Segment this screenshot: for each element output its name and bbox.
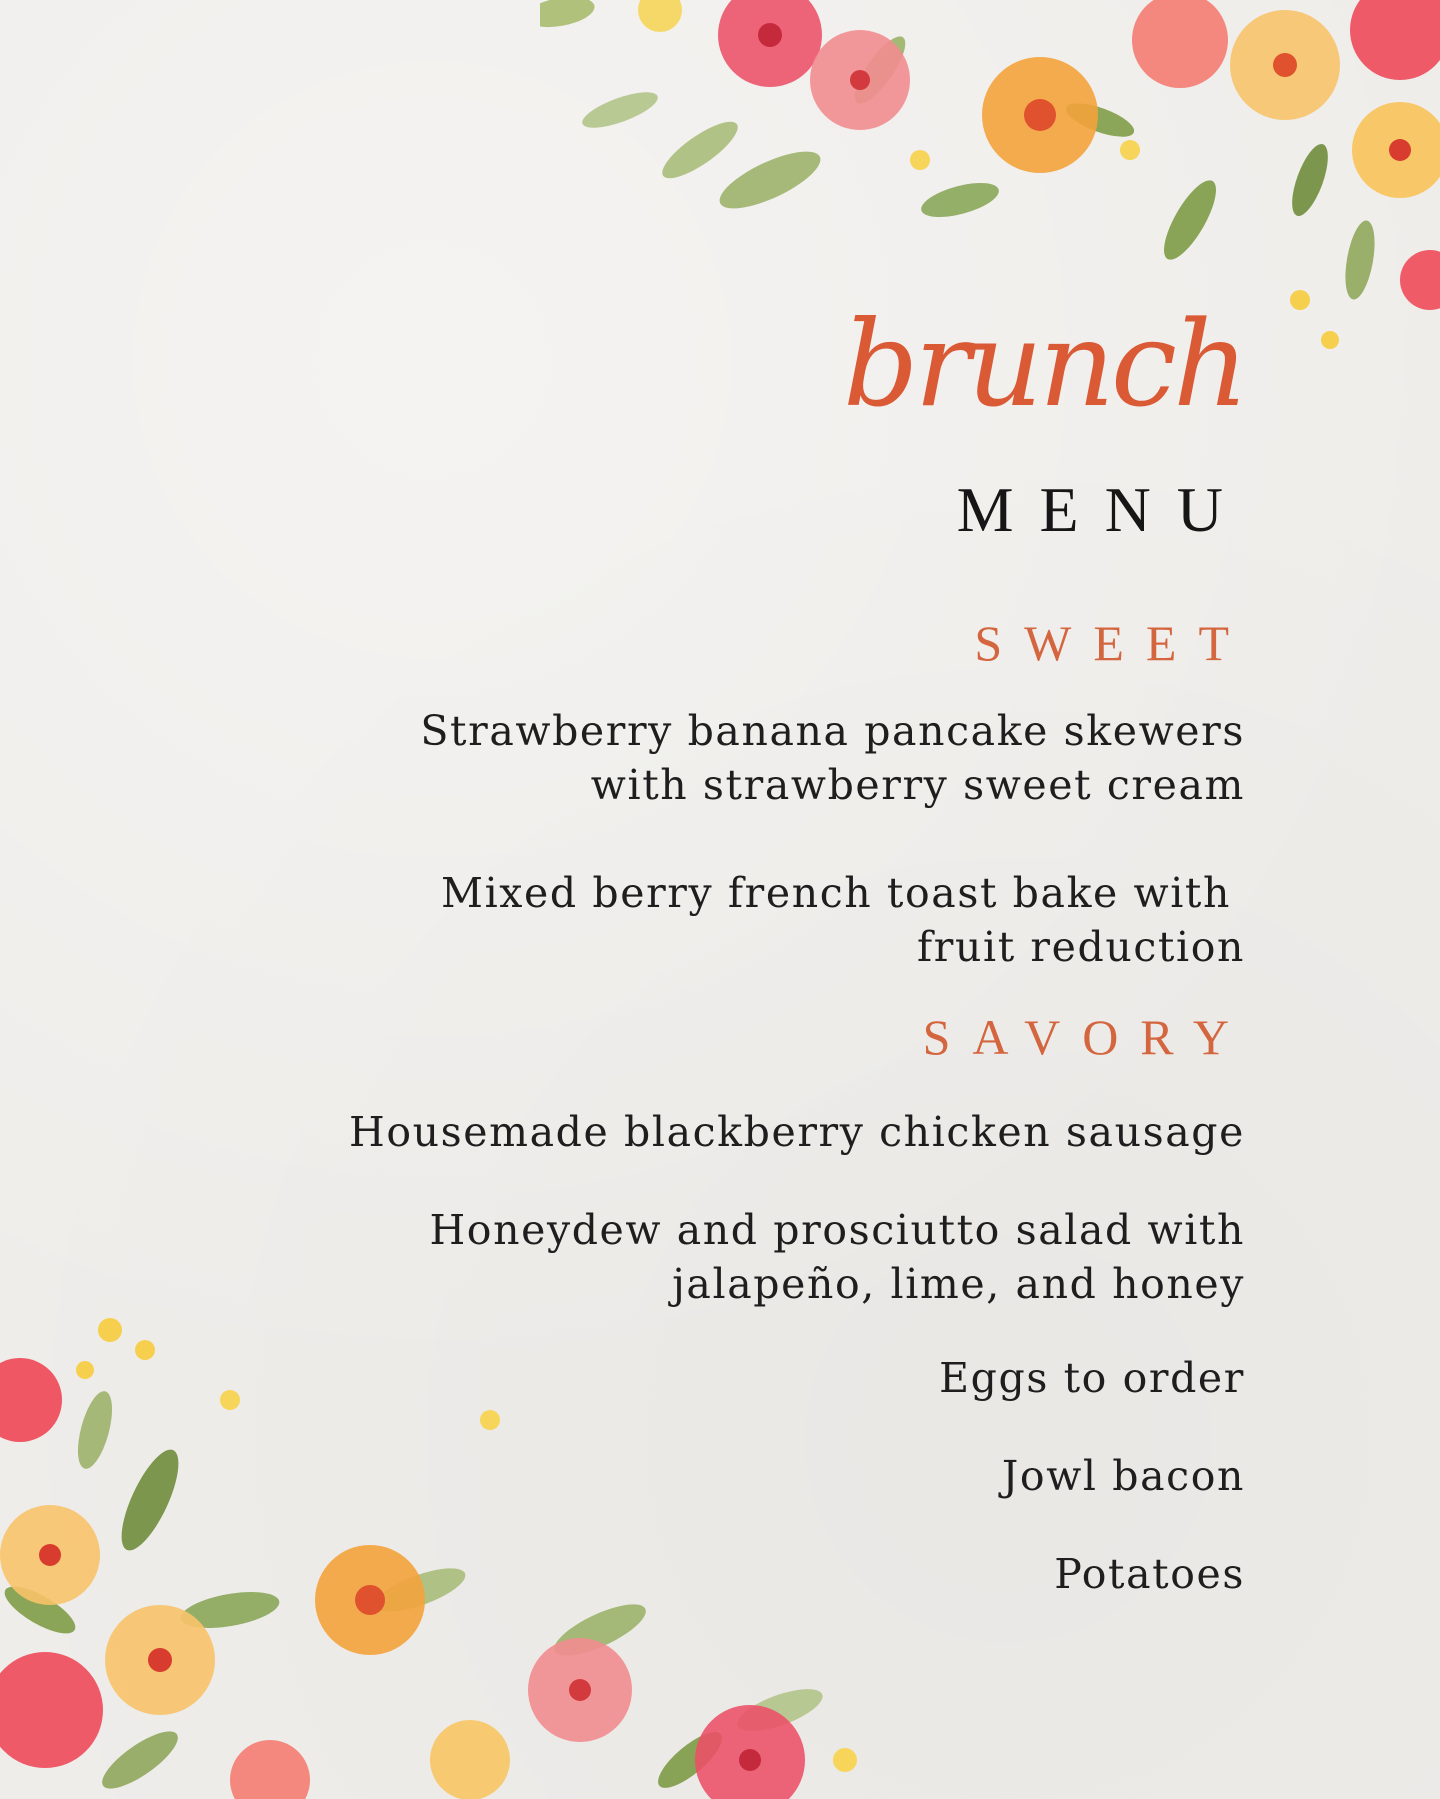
- menu-item: [441, 866, 1245, 974]
- menu-title: MENU: [956, 474, 1249, 545]
- section-title-savory: SAVORY: [922, 1009, 1251, 1065]
- menu-item: [1002, 1449, 1245, 1503]
- menu-item-line: Eggs to order: [939, 1354, 1245, 1402]
- menu-item-line: Honeydew and prosciutto salad with: [429, 1206, 1245, 1254]
- menu-item-line: Housemade blackberry chicken sausage: [349, 1108, 1245, 1156]
- menu-item: [429, 1203, 1245, 1311]
- menu-item-line: with strawberry sweet cream: [590, 761, 1245, 809]
- menu-item-line: Strawberry banana pancake skewers: [420, 707, 1245, 755]
- menu-item: [349, 1105, 1245, 1159]
- menu-item-line: jalapeño, lime, and honey: [672, 1260, 1245, 1308]
- menu-item-line: Mixed berry french toast bake with: [441, 869, 1231, 917]
- menu-item-line: Potatoes: [1054, 1550, 1245, 1598]
- menu-item: [420, 704, 1245, 812]
- menu-item: [939, 1351, 1245, 1405]
- menu-item: [1054, 1547, 1245, 1601]
- brunch-script-title: brunch: [842, 295, 1245, 433]
- floral-bottom-decoration: [0, 1290, 900, 1799]
- menu-item-line: fruit reduction: [917, 923, 1245, 971]
- section-title-sweet: SWEET: [974, 615, 1251, 671]
- menu-item-line: Jowl bacon: [1001, 1452, 1245, 1500]
